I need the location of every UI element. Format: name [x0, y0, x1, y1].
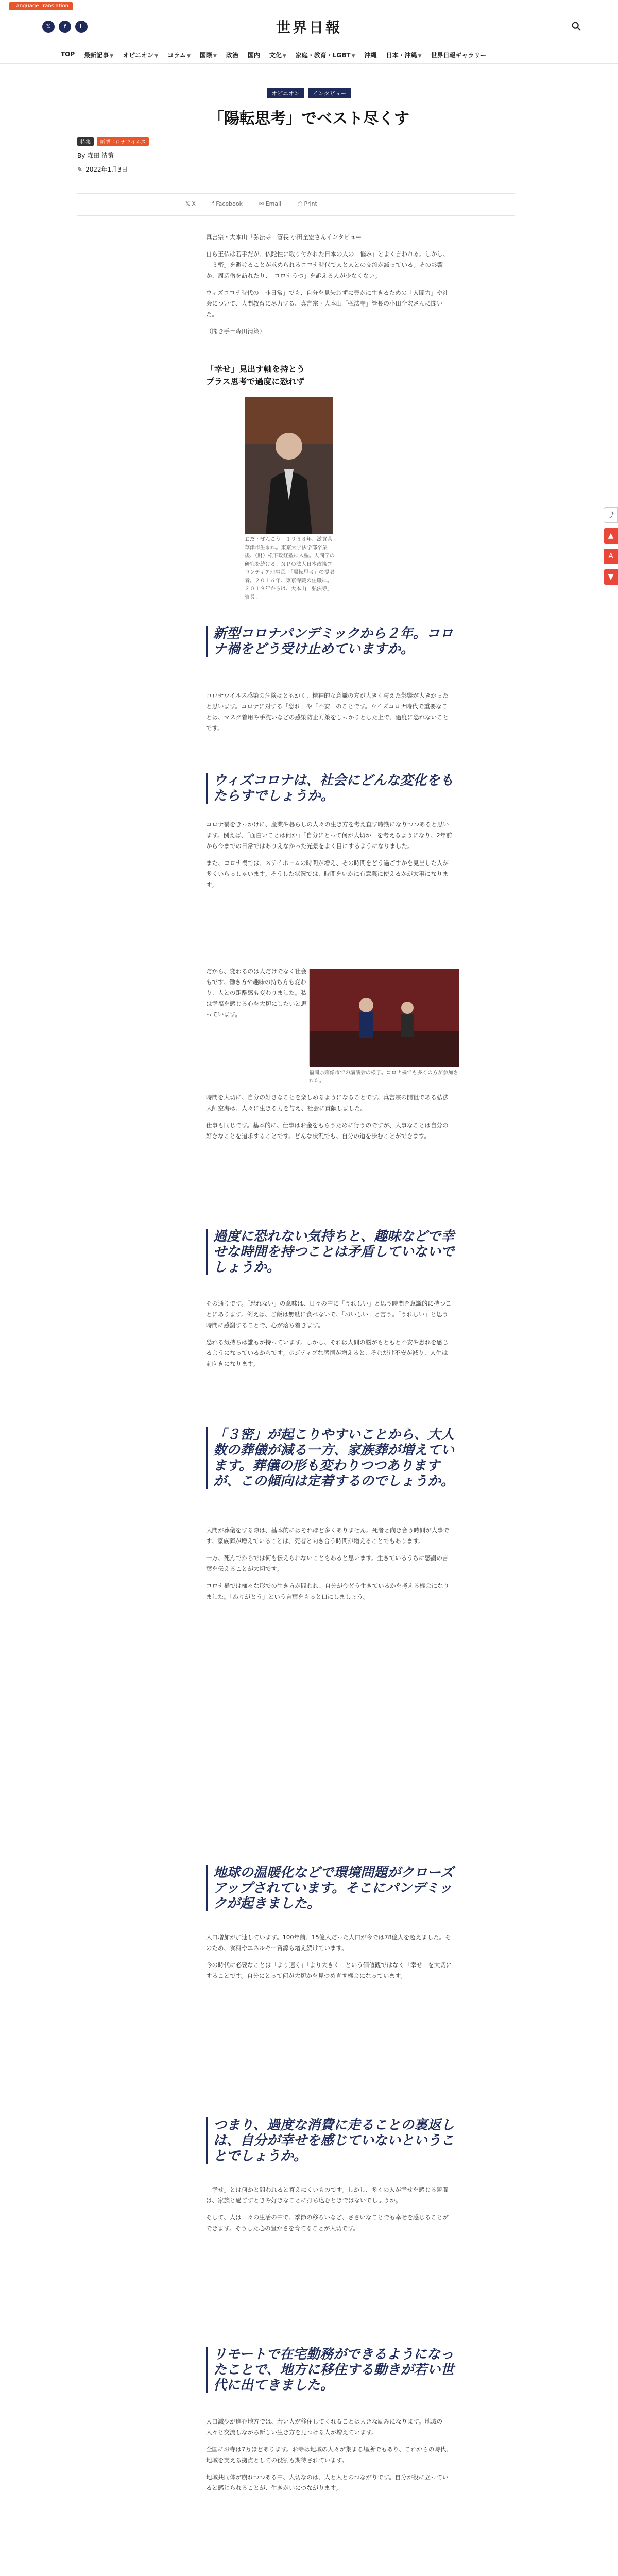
body-paragraph: また、コロナ禍では、ステイホームの時間が増え、その時間をどう過ごすかを見出した人が多くいらっしゃいます。そうした状況では、時間をいかに有意義に使えるかが大事になります。	[206, 859, 449, 888]
intro-paragraph: ウィズコロナ時代の「非日常」でも、自分を見失わずに豊かに生きるための「人間力」や社会について、大間教育に尽力する、真言宗・大本山「弘法寺」管長の小田全宏さんに聞いた。	[206, 289, 449, 318]
body-paragraph: だから、変わるのは人だけでなく社会もです。働き方や趣味の持ち方も変わり、人との距離感も変わりました。私は幸福を感じる心を大切にしたいと思っています。	[206, 968, 307, 1018]
chevron-down-icon: ▼	[418, 54, 422, 59]
nav-item[interactable]	[431, 50, 487, 59]
chevron-down-icon: ▼	[110, 54, 114, 59]
date-row	[77, 165, 438, 174]
chevron-down-icon: ▼	[351, 54, 355, 59]
body-paragraph: その通りです。「恐れない」の意味は、日々の中に「うれしい」と思う時間を意識的に持つことにあります。例えば、ご飯は無駄に食べないで、「おいしい」と言う。「うれしい」と思う時間に感謝することで、心が落ち着きます。	[206, 1300, 452, 1329]
intro-paragraph: （聞き手＝森田清策）	[206, 328, 265, 335]
section-body	[206, 1932, 453, 1988]
side-font-icon[interactable]: A	[604, 549, 618, 564]
article-meta	[77, 137, 438, 179]
body-paragraph: 仕事も同じです。基本的に、仕事はお金をもらうために行うのですが、大事なことは自分の好きなことを追求することです。どんな状況でも、自分の道を歩むことができます。	[206, 1122, 449, 1140]
nav-item-label: 文化	[269, 52, 282, 59]
nav-item-label: 政治	[226, 52, 238, 59]
body-paragraph: コロナ禍をきっかけに、産業や暮らしの人々の生き方を考え直す時期になりつつあると思います。例えば、「面白いことは何か」「自分にとって何が大切か」を考えるようになり、2年前から今までの日常ではありえなかった光景をよく目にするようになりました。	[206, 821, 452, 850]
section-body	[206, 1092, 453, 1148]
body-paragraph: 人口増加が加速しています。100年前、15億人だった人口が今では78億人を超えました。そのため、食料やエネルギー資源も増え続けています。	[206, 1934, 451, 1952]
search-icon[interactable]	[571, 21, 582, 32]
nav-item[interactable]	[226, 50, 238, 59]
body-paragraph: 「幸せ」とは何かと問われると答えにくいものです。しかし、多くの人が幸せを感じる瞬間は、家族と過ごすときや好きなことに打ち込むときではないでしょうか。	[206, 2186, 449, 2204]
nav-item[interactable]	[296, 50, 355, 59]
nav-item-label: 国際	[199, 52, 212, 59]
language-bar	[0, 0, 618, 12]
chevron-down-icon: ▼	[186, 54, 191, 59]
lecture-caption: 福岡県宗像市での講演会の様子。コロナ禍でも多くの方が参加された。	[309, 1070, 458, 1084]
side-down-icon[interactable]: ▼	[604, 569, 618, 585]
section-heading: 地球の温暖化などで環境問題がクローズアップされています。そこにパンデミックが起きました。	[206, 1865, 464, 1911]
site-logo[interactable]: 世界日報	[276, 19, 342, 36]
chevron-down-icon: ▼	[154, 54, 159, 59]
pencil-icon: ✎	[77, 165, 83, 173]
nav-item-label: コラム	[167, 52, 186, 59]
section-heading: ウィズコロナは、社会にどんな変化をもたらすでしょうか。	[206, 773, 464, 804]
body-paragraph: 一方、死んでからでは何も伝えられないこともあると思います。生きているうちに感謝の言葉を伝えることが大切です。	[206, 1554, 449, 1572]
body-paragraph: 時間を大切に、自分の好きなことを楽しめるようになることです。真言宗の開祖である弘法大師空海は、人々に生きる力を与え、社会に貢献しました。	[206, 1094, 449, 1112]
facebook-icon[interactable]: f	[59, 21, 71, 33]
nav-item-label: 沖縄	[364, 52, 377, 59]
nav-item[interactable]	[365, 50, 377, 59]
twitter-icon[interactable]: 𝕏	[42, 21, 55, 33]
category-badge[interactable]: 特集	[77, 137, 94, 146]
lead-title: 「幸せ」見出す軸を持とう プラス思考で過度に恐れず	[206, 364, 305, 386]
article-tags	[0, 88, 618, 98]
side-up-icon[interactable]: ▲	[604, 528, 618, 544]
nav-item[interactable]	[269, 50, 286, 59]
tag-interview[interactable]: インタビュー	[308, 88, 351, 98]
section-body	[206, 1298, 453, 1376]
chevron-down-icon: ▼	[213, 54, 217, 59]
section-body	[206, 1525, 453, 1608]
article-title: 「陽転思考」でベスト尽くす	[209, 110, 409, 128]
section-heading: つまり、過度な消費に走ることの裏返しは、自分が幸せを感じていないということでしょうか。	[206, 2117, 464, 2164]
body-paragraph: 全国にお寺は7万ほどあります。お寺は地域の人々が集まる場所でもあり、これからの時代、地域を支える拠点としての役割も期待されています。	[206, 2446, 452, 2464]
lecture-photo	[309, 969, 458, 1066]
body-paragraph: コロナウイルス感染の危険はともかく、精神的な意識の方が大きく与えた影響が大きかったと思います。コロナに対する「恐れ」や「不安」のことです。ウイズコロナ時代で重要なことは、マスク着用や手洗いなどの感染防止対策をしっかりとした上で、過度に恐れないことです。	[206, 692, 449, 732]
language-translation-button[interactable]: Language Translation	[9, 2, 73, 10]
byline	[77, 151, 438, 160]
intro-paragraph: 真言宗・大本山「弘法寺」管長 小田全宏さんインタビュー	[206, 233, 362, 241]
line-icon[interactable]: L	[75, 21, 88, 33]
topic-badge[interactable]: 新型コロナウイルス	[97, 137, 149, 146]
section-heading: リモートで在宅勤務ができるようになったことで、地方に移住する動きが若い世代に出てきました。	[206, 2347, 464, 2393]
nav-item-label: 日本・沖縄	[386, 52, 417, 59]
nav-item[interactable]	[248, 50, 260, 59]
article-intro	[206, 232, 453, 343]
byline-text: By 森田 清策	[77, 152, 114, 159]
body-paragraph: 人口減少が進む地方では、若い人が移住してくれることは大きな励みになります。地域の人々と交流しながら新しい生き方を見つける人が増えています。	[206, 2418, 443, 2436]
nav-item[interactable]	[61, 50, 75, 59]
share-bar-top	[77, 193, 515, 216]
section-body	[206, 819, 453, 896]
section-heading: 過度に恐れない気持ちと、趣味などで幸せな時間を持つことは矛盾していないでしょうか。	[206, 1229, 464, 1275]
share-facebook-button[interactable]: f Facebook	[212, 200, 243, 207]
body-paragraph: 地域共同体が崩れつつある中、大切なのは、人と人とのつながりです。自分が役に立っていると感じられることが、生きがいにつながります。	[206, 2473, 449, 2492]
portrait-caption: おだ・ぜんこう １９５８年、滋賀県草津市生まれ。東京大学法学部卒業後、（財）松下政経塾に入塾。人間学の研究を続ける。ＮＰＯ法人日本政策フロンティア理事長。「陽転思考」の提唱者。２０１６年、東京寺院の住職に。２０１９年からは、大本山「弘法寺」管長。	[245, 537, 335, 600]
body-paragraph: 恐れる気持ちは誰もが持っています。しかし、それは人間の脳がもともと不安や恐れを感じるようになっているからです。ポジティブな感情が増えると、それだけ不安が減り、人生は前向きになります。	[206, 1338, 449, 1367]
nav-item-label: 世界日報ギャラリー	[431, 52, 487, 59]
section-heading: 「３密」が起こりやすいことから、大人数の葬儀が減る一方、家族葬が増えています。葬儀の形も変わりつつありますが、この傾向は定着するのでしょうか。	[206, 1427, 464, 1489]
section-body	[206, 2184, 453, 2240]
nav-item[interactable]	[167, 50, 191, 59]
section-body-narrow	[206, 966, 309, 1026]
nav-item-label: TOP	[61, 50, 75, 58]
section-heading: 新型コロナパンデミックから２年。コロナ禍をどう受け止めていますか。	[206, 626, 464, 657]
article-date: 2022年1月3日	[85, 166, 128, 173]
main-nav	[0, 46, 618, 64]
site-header	[0, 12, 618, 41]
intro-paragraph: 自ら王仏は若手だが、仏陀性に取り付かれた日本の人の「悩み」とよく言われる。しかし、「３密」を避けることが求められるコロナ時代で人と人との交流が減っている。その影響か、周辺僧を訪れたり、「コロナうつ」を訴える人が少なくない。	[206, 250, 449, 279]
side-share-icon[interactable]: ⤴	[604, 507, 618, 523]
section-body	[206, 690, 453, 740]
nav-item[interactable]	[200, 50, 217, 59]
nav-item[interactable]	[123, 50, 158, 59]
nav-item-label: オピニオン	[123, 52, 154, 59]
share-email-button[interactable]: ✉ Email	[259, 200, 282, 207]
body-paragraph: コロナ禍では様々な形での生き方が問われ、自分が今どう生きているかを考える機会になりました。「ありがとう」という言葉をもっと口にしましょう。	[206, 1582, 450, 1600]
nav-item-label: 最新記事	[84, 52, 109, 59]
body-paragraph: 大間が葬儀をする際は、基本的にはそれほど多くありません。死者と向き合う時間が大事です。家族葬が増えていることは、死者と向き合う時間が増えることでもあります。	[206, 1527, 450, 1545]
nav-item-label: 家庭・教育・LGBT	[295, 52, 351, 59]
body-paragraph: そして、人は日々の生活の中で、季節の移ろいなど、ささいなことでも幸せを感じることができます。そうした心の豊かさを育てることが大切です。	[206, 2214, 449, 2232]
nav-item[interactable]	[386, 50, 422, 59]
chevron-down-icon: ▼	[282, 54, 286, 59]
tag-opinion[interactable]: オピニオン	[267, 88, 304, 98]
share-x-button[interactable]: 𝕏 X	[185, 200, 196, 207]
nav-item-label: 国内	[247, 52, 260, 59]
share-print-button[interactable]: ⎙ Print	[298, 200, 317, 207]
portrait-photo	[245, 397, 332, 533]
body-paragraph: 今の時代に必要なことは「より速く」「より大きく」という価値観ではなく「幸せ」を大切にすることです。自分にとって何が大切かを見つめ直す機会になっています。	[206, 1961, 452, 1979]
section-body	[206, 2416, 453, 2500]
nav-item[interactable]	[84, 50, 113, 59]
